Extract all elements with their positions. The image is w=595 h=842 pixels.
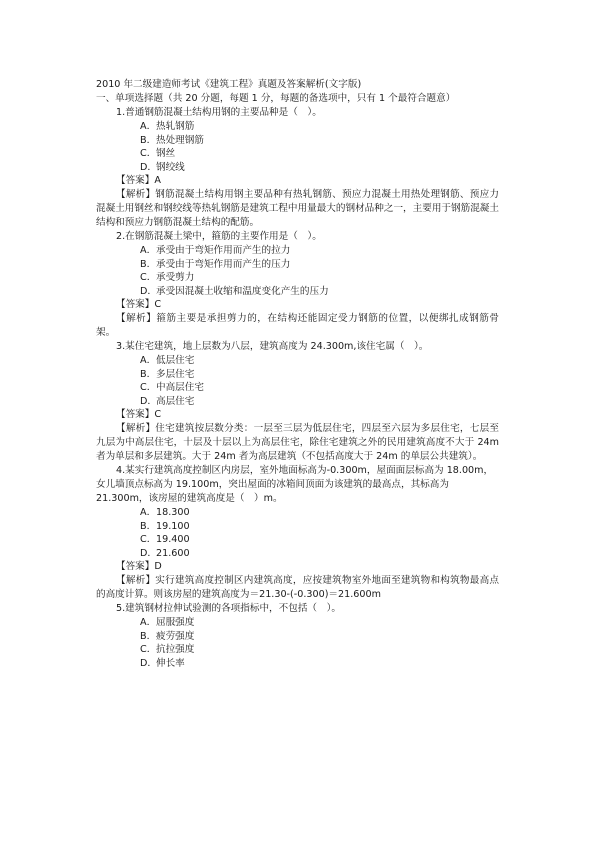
question-stem: 1.普通钢筋混凝土结构用钢的主要品种是（ ）。 — [116, 107, 322, 118]
option-c: C．钢丝 — [140, 148, 176, 159]
answer-label: 【答案】C — [116, 409, 162, 420]
option-b: B．承受由于弯矩作用而产生的压力 — [140, 258, 291, 270]
option-b: B．疲劳强度 — [140, 630, 195, 642]
option-a: A．热轧钢筋 — [140, 121, 195, 132]
option-d: D．伸长率 — [140, 657, 185, 669]
explanation: 【解析】住宅建筑按层数分类：一层至三层为低层住宅，四层至六层为多层住宅，七层至九层为中高层住宅，十层及十层以上为高层住宅，除住宅建筑之外的民用建筑高度不大于 24m 者为单层和多层建筑。大于 24m 者为高层建筑（不包括高度大于 24m 的单层公共建筑）。 — [96, 423, 499, 462]
explanation: 【解析】箍筋主要是承担剪力的，在结构还能固定受力钢筋的位置，以便绑扎成钢筋骨架。 — [96, 313, 499, 338]
option-c: C．承受剪力 — [140, 272, 195, 283]
question-5 — [96, 602, 499, 670]
explanation: 【解析】实行建筑高度控制区内建筑高度，应按建筑物室外地面至建筑物和构筑物最高点的高度计算。则该房屋的建筑高度为＝21.30-(-0.300)＝21.600m — [96, 575, 499, 600]
question-1 — [96, 106, 499, 230]
option-d: D．21.600 — [140, 547, 190, 559]
option-a: A．承受由于弯矩作用而产生的拉力 — [140, 245, 291, 256]
option-c: C．中高层住宅 — [140, 382, 204, 393]
document-title: 2010 年二级建造师考试《建筑工程》真题及答案解析(文字版) — [96, 79, 362, 90]
option-d: D．高层住宅 — [140, 395, 195, 407]
option-a: A．低层住宅 — [140, 355, 195, 366]
question-3 — [96, 340, 499, 464]
question-stem: 4.某实行建筑高度控制区内房层，室外地面标高为-0.300m，屋面面层标高为 18.00m，女儿墙顶点标高为 19.100m，突出屋面的冰箱间顶面为该建筑的最高点，其标高为 21.300m，该房屋的建筑高度是（ ）m。 — [96, 465, 494, 504]
question-2 — [96, 230, 499, 340]
option-c: C．19.400 — [140, 534, 190, 545]
option-a: A．18.300 — [140, 507, 190, 518]
answer-label: 【答案】D — [116, 561, 162, 572]
option-b: B．多层住宅 — [140, 368, 195, 380]
question-stem: 2.在钢筋混凝土梁中，箍筋的主要作用是（ ）。 — [116, 231, 322, 242]
option-b: B．19.100 — [140, 520, 190, 532]
question-4 — [96, 464, 499, 602]
section-heading: 一、单项选择题（共 20 分题，每题 1 分，每题的备选项中，只有 1 个最符合题意） — [96, 93, 456, 104]
answer-label: 【答案】A — [116, 175, 161, 186]
option-d: D．承受因混凝土收缩和温度变化产生的压力 — [140, 285, 329, 297]
question-stem: 3.某住宅建筑，地上层数为八层，建筑高度为 24.300m,该住宅属（ ）。 — [116, 341, 429, 352]
option-a: A．屈服强度 — [140, 617, 195, 628]
question-stem: 5.建筑钢材拉伸试验测的各项指标中，不包括（ ）。 — [116, 603, 342, 614]
option-c: C．抗拉强度 — [140, 644, 195, 655]
answer-label: 【答案】C — [116, 299, 162, 310]
option-d: D．钢绞线 — [140, 161, 185, 173]
explanation: 【解析】钢筋混凝土结构用钢主要品种有热轧钢筋、预应力混凝土用热处理钢筋、预应力混凝土用钢丝和钢绞线等热轧钢筋是建筑工程中用量最大的钢材品种之一，主要用于钢筋混凝土结构和预应力钢筋混凝土结构的配筋。 — [96, 189, 499, 228]
option-b: B．热处理钢筋 — [140, 134, 204, 146]
